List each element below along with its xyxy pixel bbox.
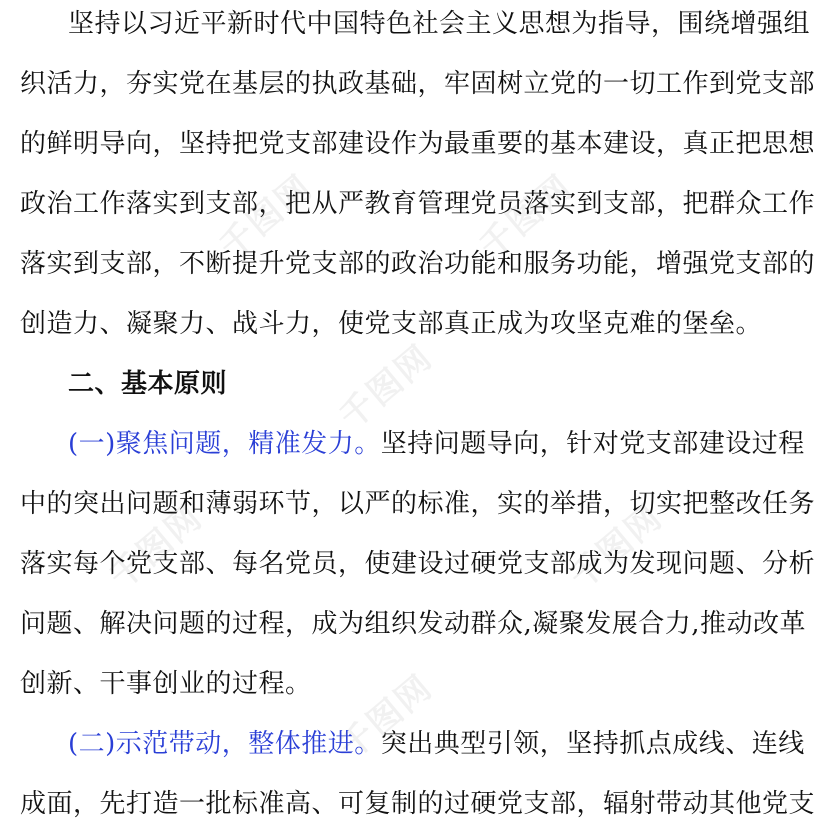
- paragraph-line: 坚持以习近平新时代中国特色社会主义思想为指导，围绕增强组: [68, 9, 811, 39]
- watermark: 千图网: [472, 167, 581, 268]
- section-heading: 二、基本原则: [68, 369, 228, 399]
- paragraph-line: 创新、干事创业的过程。: [20, 669, 312, 699]
- paragraph-line: 成面，先打造一批标准高、可复制的过硬党支部，辐射带动其他党支: [20, 789, 815, 819]
- paragraph-line: 落实到支部，不断提升党支部的政治功能和服务功能，增强党支部的: [20, 249, 815, 279]
- watermark: 千图网: [332, 667, 441, 768]
- paragraph-line: 政治工作落实到支部，把从严教育管理党员落实到支部，把群众工作: [20, 189, 815, 219]
- principle-first-line-rest: 突出典型引领，坚持抓点成线、连线: [380, 729, 805, 759]
- principle-lead: (二)示范带动，整体推进。: [68, 729, 381, 759]
- principle-first-line: [0, 424, 805, 464]
- watermark: 千图网: [332, 337, 441, 438]
- watermark: 千图网: [562, 497, 671, 598]
- paragraph-line: 创造力、凝聚力、战斗力，使党支部真正成为攻坚克难的堡垒。: [20, 309, 763, 339]
- paragraph-line: 的鲜明导向，坚持把党支部建设作为最重要的基本建设，真正把思想: [20, 129, 815, 159]
- principle-first-line-rest: 坚持问题导向，针对党支部建设过程: [380, 429, 805, 459]
- principle-first-line: [0, 724, 805, 764]
- principle-lead: (一)聚焦问题，精准发力。: [68, 429, 381, 459]
- paragraph-line: 织活力，夯实党在基层的执政基础，牢固树立党的一切工作到党支部: [20, 69, 815, 99]
- watermark: 千图网: [102, 497, 211, 598]
- paragraph-line: 落实每个党支部、每名党员，使建设过硬党支部成为发现问题、分析: [20, 549, 815, 579]
- paragraph-line: 问题、解决问题的过程，成为组织发动群众,凝聚发展合力,推动改革: [20, 609, 807, 639]
- watermark: 千图网: [212, 167, 321, 268]
- paragraph-line: 中的突出问题和薄弱环节，以严的标准，实的举措，切实把整改任务: [20, 489, 815, 519]
